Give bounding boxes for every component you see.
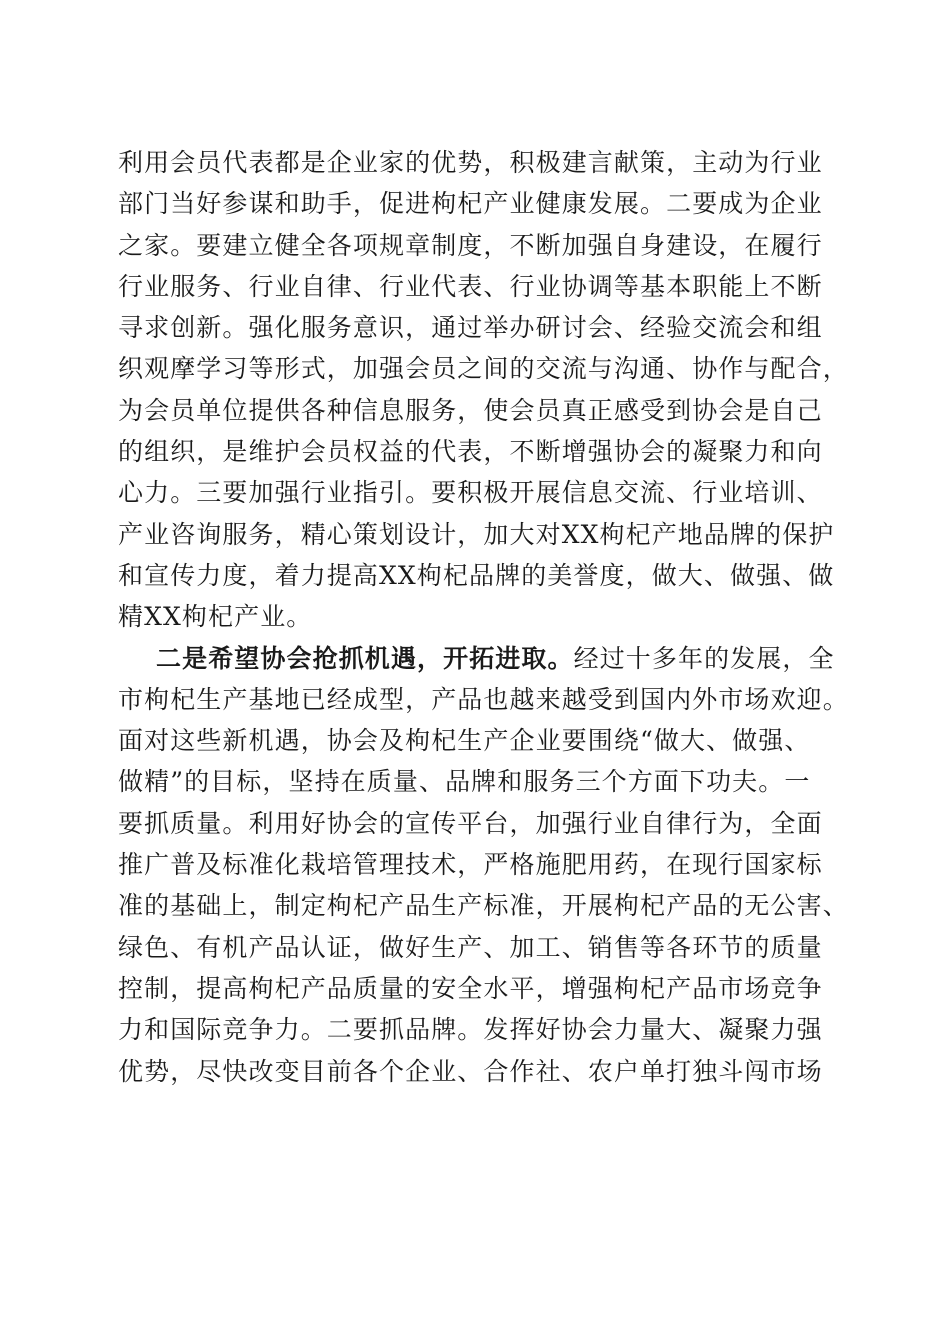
text-line: 行业服务、行业自律、行业代表、行业协调等基本职能上不断	[118, 271, 823, 301]
text-line	[118, 638, 838, 679]
text-line: 优势，尽快改变目前各个企业、合作社、农户单打独斗闯市场	[118, 1056, 823, 1086]
text-line: 寻求创新。强化服务意识，通过举办研讨会、经验交流会和组	[118, 313, 823, 343]
text-line: 为会员单位提供各种信息服务，使会员真正感受到协会是自己	[118, 395, 823, 425]
text-line: 控制，提高枸杞产品质量的安全水平，增强枸杞产品市场竞争	[118, 973, 823, 1003]
paragraph-2	[118, 638, 849, 1092]
text-line: 的组织，是维护会员权益的代表，不断增强协会的凝聚力和向	[118, 437, 823, 467]
text-line: 面对这些新机遇，协会及枸杞生产企业要围绕“做大、做强、	[118, 726, 811, 756]
text-line: 市枸杞生产基地已经成型，产品也越来越受到国内外市场欢迎。	[118, 684, 849, 714]
text-line: 要抓质量。利用好协会的宣传平台，加强行业自律行为，全面	[118, 808, 823, 838]
body-text	[118, 142, 849, 1092]
text-line: 力和国际竞争力。二要抓品牌。发挥好协会力量大、凝聚力强	[118, 1015, 823, 1045]
text-line: 精XX枸杞产业。	[118, 602, 313, 632]
text-line: 绿色、有机产品认证，做好生产、加工、销售等各环节的质量	[118, 932, 823, 962]
heading-continuation: 经过十多年的发展，全	[573, 643, 835, 673]
text-line: 之家。要建立健全各项规章制度，不断加强自身建设，在履行	[118, 230, 823, 260]
text-line: 产业咨询服务，精心策划设计，加大对XX枸杞产地品牌的保护	[118, 519, 835, 549]
text-line: 和宣传力度，着力提高XX枸杞品牌的美誉度，做大、做强、做	[118, 560, 835, 590]
text-line: 准的基础上，制定枸杞产品生产标准，开展枸杞产品的无公害、	[118, 891, 849, 921]
text-line: 利用会员代表都是企业家的优势，积极建言献策，主动为行业	[118, 148, 823, 177]
text-line: 部门当好参谋和助手，促进枸杞产业健康发展。二要成为企业	[118, 189, 823, 219]
text-line: 织观摩学习等形式，加强会员之间的交流与沟通、协作与配合，	[118, 354, 849, 384]
text-line: 推广普及标准化栽培管理技术，严格施肥用药，在现行国家标	[118, 850, 823, 880]
paragraph-heading: 二是希望协会抢抓机遇，开拓进取。	[156, 643, 574, 673]
text-line: 心力。三要加强行业指引。要积极开展信息交流、行业培训、	[118, 478, 823, 508]
paragraph-1	[118, 142, 849, 638]
text-line: 做精”的目标，坚持在质量、品牌和服务三个方面下功夫。一	[118, 767, 811, 797]
